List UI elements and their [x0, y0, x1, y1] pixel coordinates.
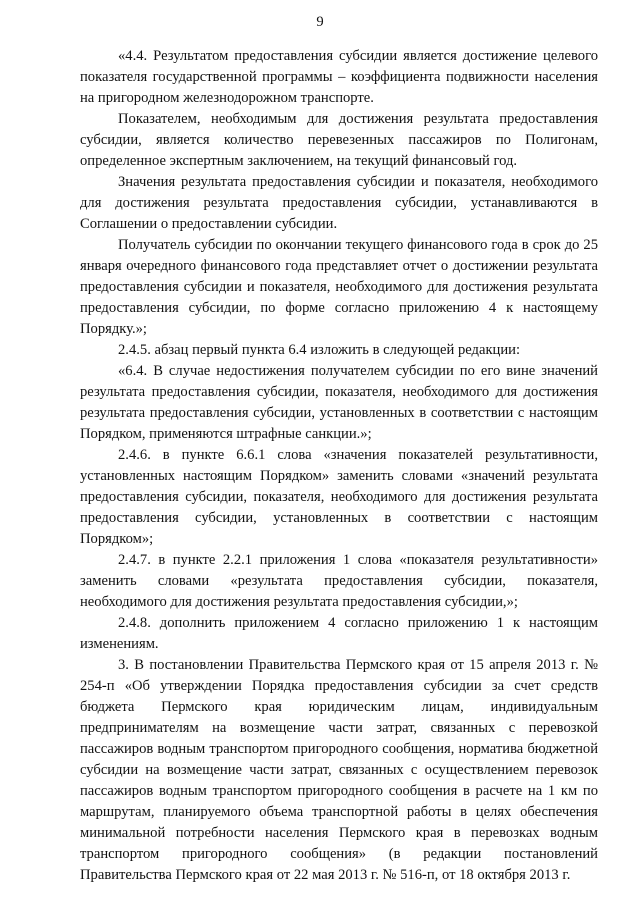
paragraph-2-4-8: 2.4.8. дополнить приложением 4 согласно приложению 1 к настоящим изменениям. — [80, 615, 598, 652]
page-number: 9 — [316, 14, 324, 30]
paragraph-2-4-5: 2.4.5. абзац первый пункта 6.4 изложить в следующей редакции: — [118, 342, 521, 358]
paragraph-2-4-6: 2.4.6. в пункте 6.6.1 слова «значения показателей результативности, установленных настоящим Порядком» заменить словами «значений результата предоставления субсидии, показателя, необходимого для достижения результата предоставления субсидии, установленных в соответствии с настоящим Порядком»; — [80, 447, 598, 547]
paragraph-6-4-penalties: «6.4. В случае недостижения получателем субсидии по его вине значений результата предоставления субсидии, показателя, необходимого для достижения результата предоставления субсидии, установленных в соответствии с настоящим Порядком, применяются штрафные санкции.»; — [80, 363, 598, 442]
paragraph-4-4-result: «4.4. Результатом предоставления субсидии является достижение целевого показателя государственной программы – коэффициента подвижности населения на пригородном железнодорожном транспорте. — [80, 48, 598, 106]
paragraph-report-deadline: Получатель субсидии по окончании текущего финансового года в срок до 25 января очередного финансового года представляет отчет о достижении результата предоставления субсидии и показателя, необходимого для достижения результата предоставления субсидии, по форме согласно приложению 4 к настоящему Порядку.»; — [80, 237, 598, 337]
paragraph-values-agreement: Значения результата предоставления субсидии и показателя, необходимого для достижения результата предоставления субсидии, устанавливаются в Соглашении о предоставлении субсидии. — [80, 174, 598, 232]
paragraph-2-4-7: 2.4.7. в пункте 2.2.1 приложения 1 слова «показателя результативности» заменить словами «результата предоставления субсидии, показателя, необходимого для достижения результата предоставления субсидии,»; — [80, 552, 598, 610]
paragraph-indicator: Показателем, необходимым для достижения результата предоставления субсидии, является количество перевезенных пассажиров по Полигонам, определенное экспертным заключением, на текущий финансовый год. — [80, 111, 598, 169]
document-body — [80, 46, 598, 886]
paragraph-3-resolution: 3. В постановлении Правительства Пермского края от 15 апреля 2013 г. № 254-п «Об утверждении Порядка предоставления субсидии за счет средств бюджета Пермского края юридическим лицам, индивидуальным предпринимателям на возмещение части затрат, связанных с перевозкой пассажиров водным транспортом пригородного сообщения, норматива бюджетной субсидии на возмещение части затрат, связанных с осуществлением перевозок пассажиров водным транспортом пригородного сообщения в расчете на 1 км по маршрутам, планируемого объема транспортной работы в целях обеспечения минимальной потребности населения Пермского края в перевозках водным транспортом пригородного сообщения» (в редакции постановлений Правительства Пермского края от 22 мая 2013 г. № 516-п, от 18 октября 2013 г. — [80, 657, 598, 883]
